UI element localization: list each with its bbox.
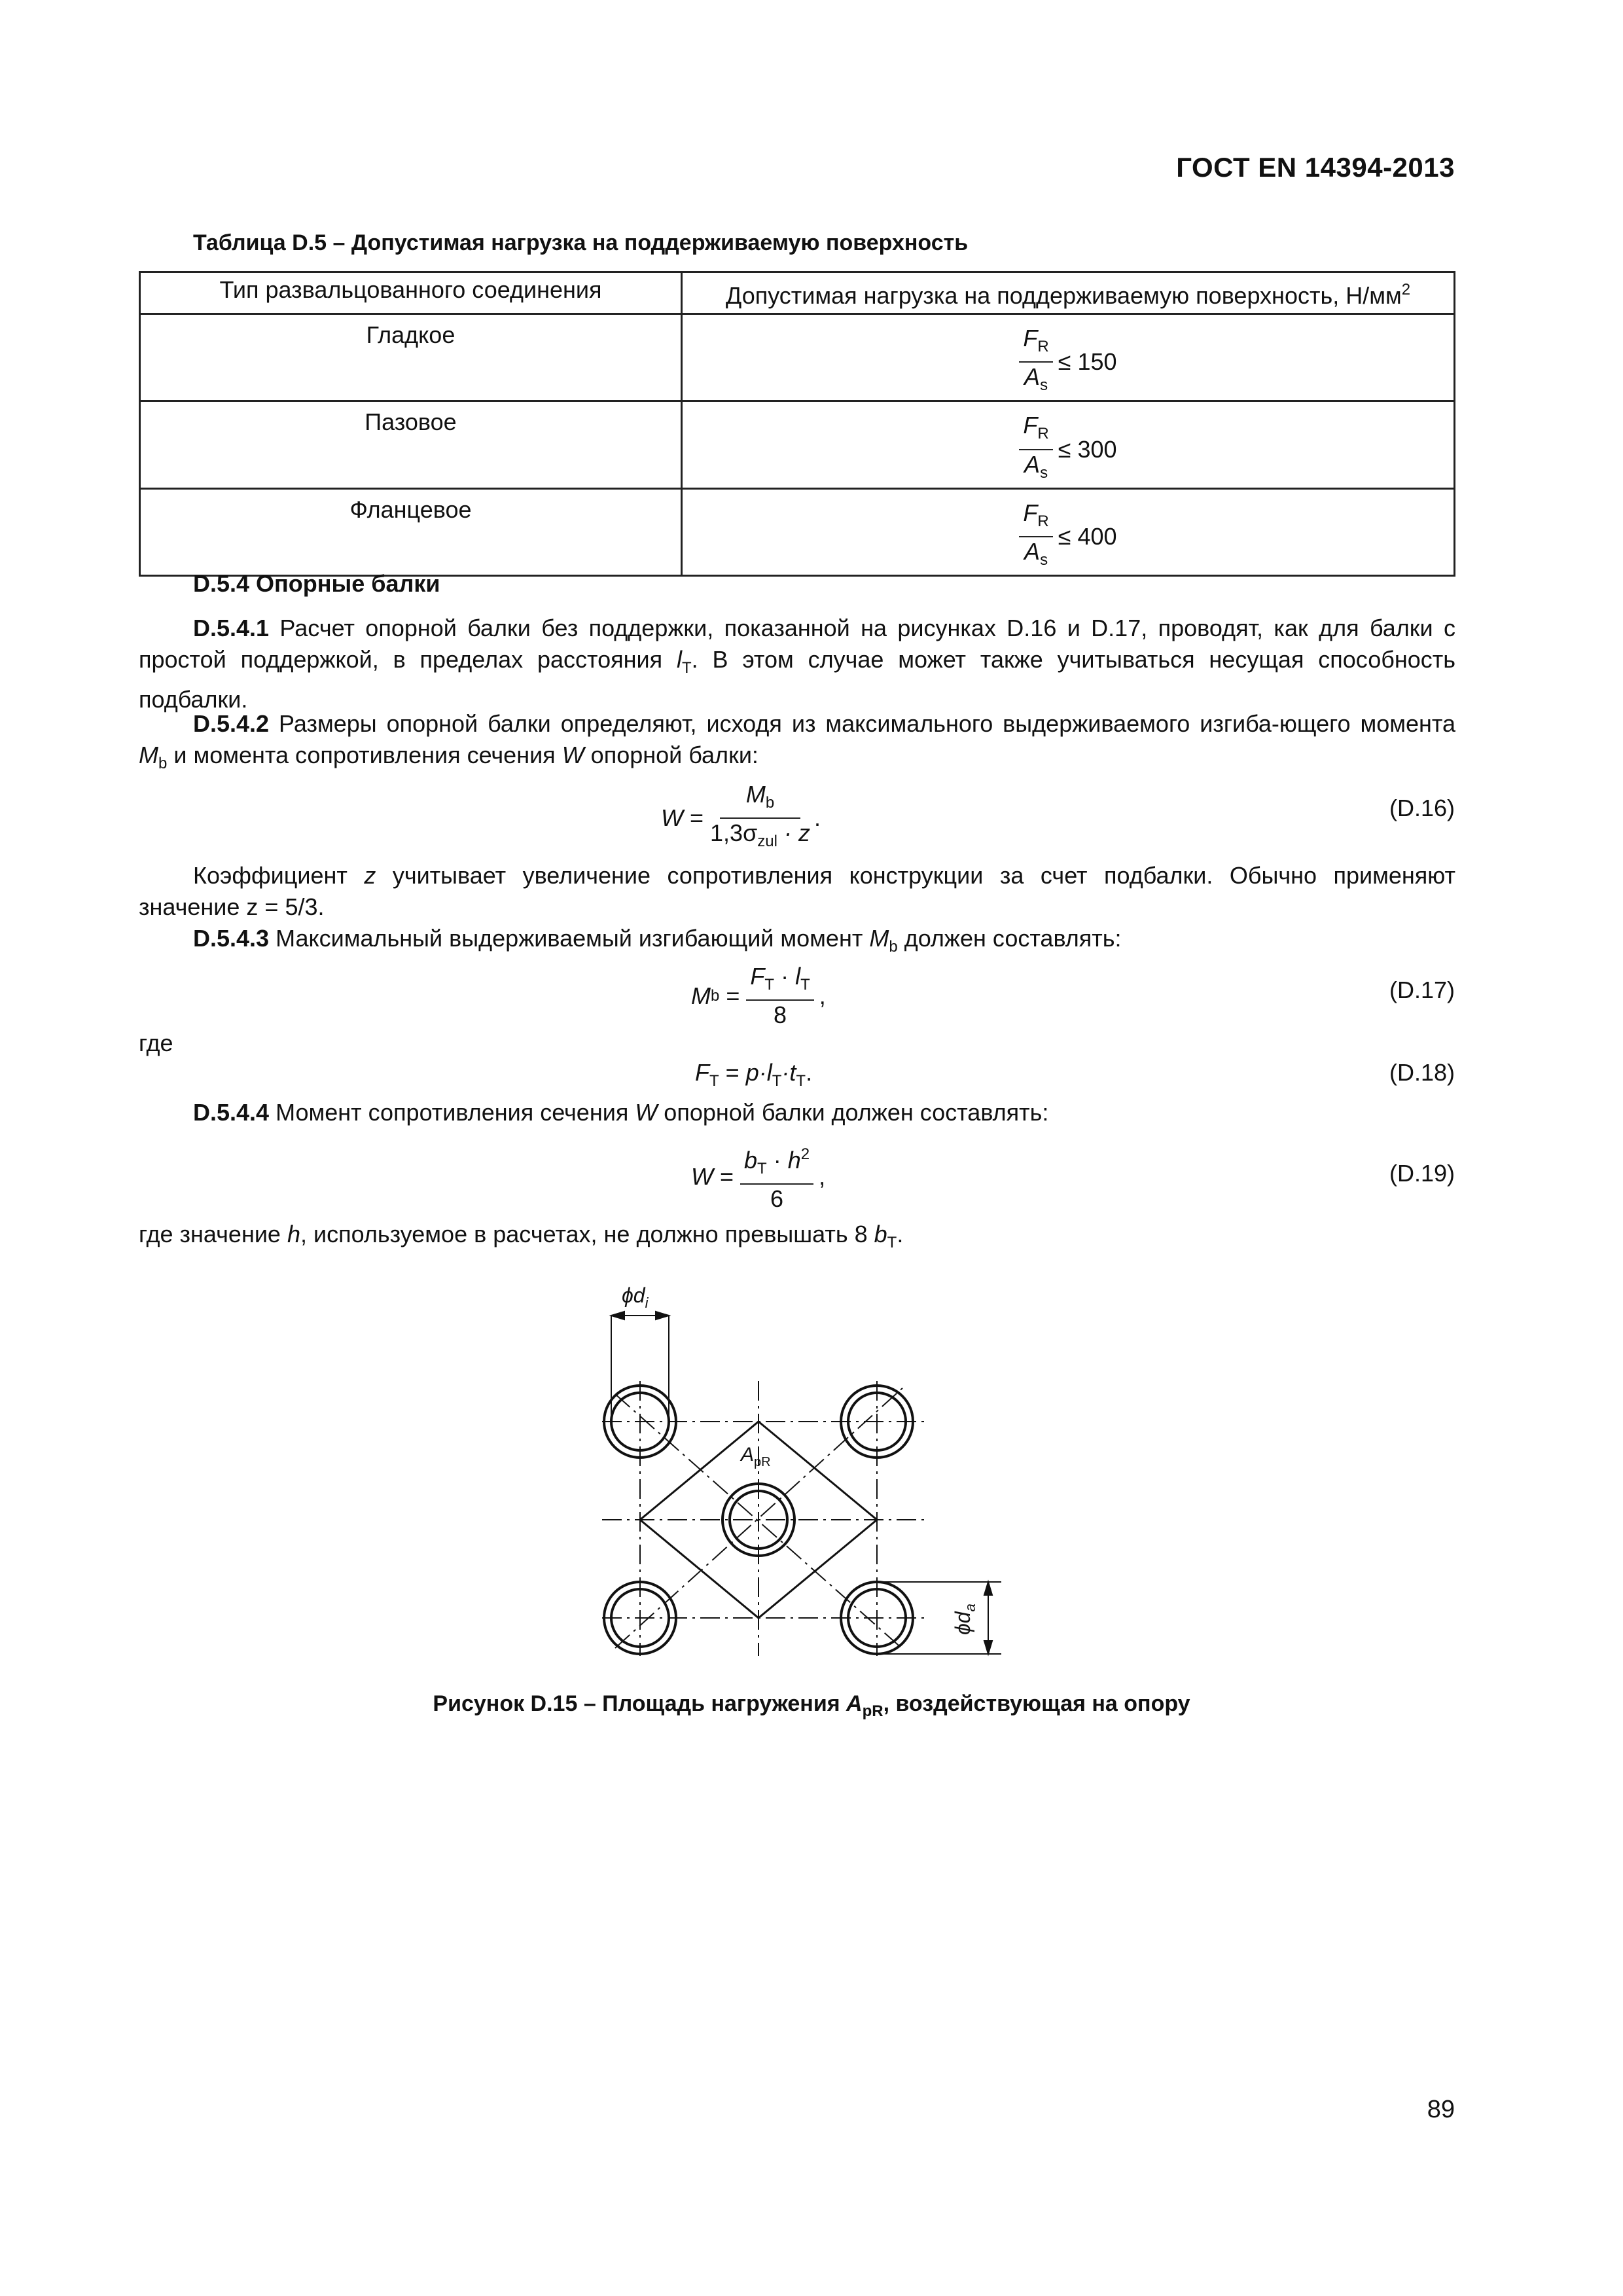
page-number: 89 (1427, 2096, 1455, 2123)
table-col2-header: Допустимая нагрузка на поддерживаемую поверхность, $Н/мм^2$ (682, 272, 1455, 314)
load-table (139, 271, 1455, 577)
paragraph-d544: D.5.4.4 Момент сопротивления сечения W опорной балки должен составлять: (193, 1099, 1049, 1126)
document-header: ГОСТ EN 14394-2013 (1176, 152, 1455, 183)
joint-type-cell: Гладкое (140, 314, 682, 401)
paragraph-coefficient-z: Коэффициент z учитывает увеличение сопротивления конструкции за счет подбалки. Обычно применяют значение z = 5/3. (139, 862, 1455, 920)
table-col1-header: Тип развальцованного соединения (140, 272, 682, 314)
table-row (140, 314, 1455, 401)
equation-d17: M b = $\frac{F_T \cdot l_T}{8}$ , (691, 963, 826, 1028)
table-row (140, 401, 1455, 488)
joint-type-cell: Пазовое (140, 401, 682, 488)
table-row (140, 488, 1455, 575)
label-apr: $A_{pR}$ (741, 1444, 771, 1469)
section-title: D.5.4 Опорные балки (193, 570, 440, 597)
equation-d19: W = $\frac{b_T \cdot h^2}{6}$ , (691, 1140, 825, 1213)
figure-load-area-diagram (576, 1276, 1034, 1669)
equation-d16: W = $\frac{M_b}{1,3\sigma_{zul} \cdot z}$ . (661, 781, 821, 850)
table-caption: Таблица D.5 – Допустимая нагрузка на поддерживаемую поверхность (193, 230, 969, 255)
paragraph-h-limit: где значение h, используемое в расчетах, не должно превышать 8 $b_T$. (139, 1221, 904, 1251)
label-da: $\phi d_a$ (951, 1604, 978, 1635)
centerlines (602, 1381, 929, 1656)
paragraph-d541: D.5.4.1 Расчет опорной балки без поддержки, показанной на рисунках D.16 и D.17, проводят, как для балки с простой поддержкой, в пределах расстояния $l_T$. В этом случае может также учитываться несущая способность подбалки. (139, 615, 1455, 713)
load-limit-cell: $\frac{F_R}{A_s}$ ≤ 300 (682, 401, 1455, 488)
load-limit-cell: $\frac{F_R}{A_s}$ ≤ 400 (682, 488, 1455, 575)
equation-d17-label: (D.17) (1389, 977, 1455, 1003)
load-limit-cell: $\frac{F_R}{A_s}$ ≤ 150 (682, 314, 1455, 401)
label-di: $\phi d_i$ (622, 1283, 649, 1311)
figure-caption: Рисунок D.15 – Площадь нагружения $A_{pR}$, воздействующая на опору (433, 1691, 1190, 1720)
equation-d18: $F_T = p\cdot l_T\cdot t_T$. (695, 1059, 813, 1090)
dimension-di (611, 1312, 669, 1420)
paragraph-d543: D.5.4.3 Максимальный выдерживаемый изгибающий момент $M_b$ должен составлять: (193, 925, 1122, 956)
table-header-row (140, 272, 1455, 314)
equation-d18-label: (D.18) (1389, 1059, 1455, 1086)
equation-d16-label: (D.16) (1389, 795, 1455, 821)
joint-type-cell: Фланцевое (140, 488, 682, 575)
where-label: где (139, 1030, 173, 1056)
paragraph-d542: D.5.4.2 Размеры опорной балки определяют, исходя из максимального выдерживаемого изгиба-ющего момента $M_b$ и момента сопротивления сечения W опорной балки: (139, 710, 1455, 772)
equation-d19-label: (D.19) (1389, 1160, 1455, 1187)
